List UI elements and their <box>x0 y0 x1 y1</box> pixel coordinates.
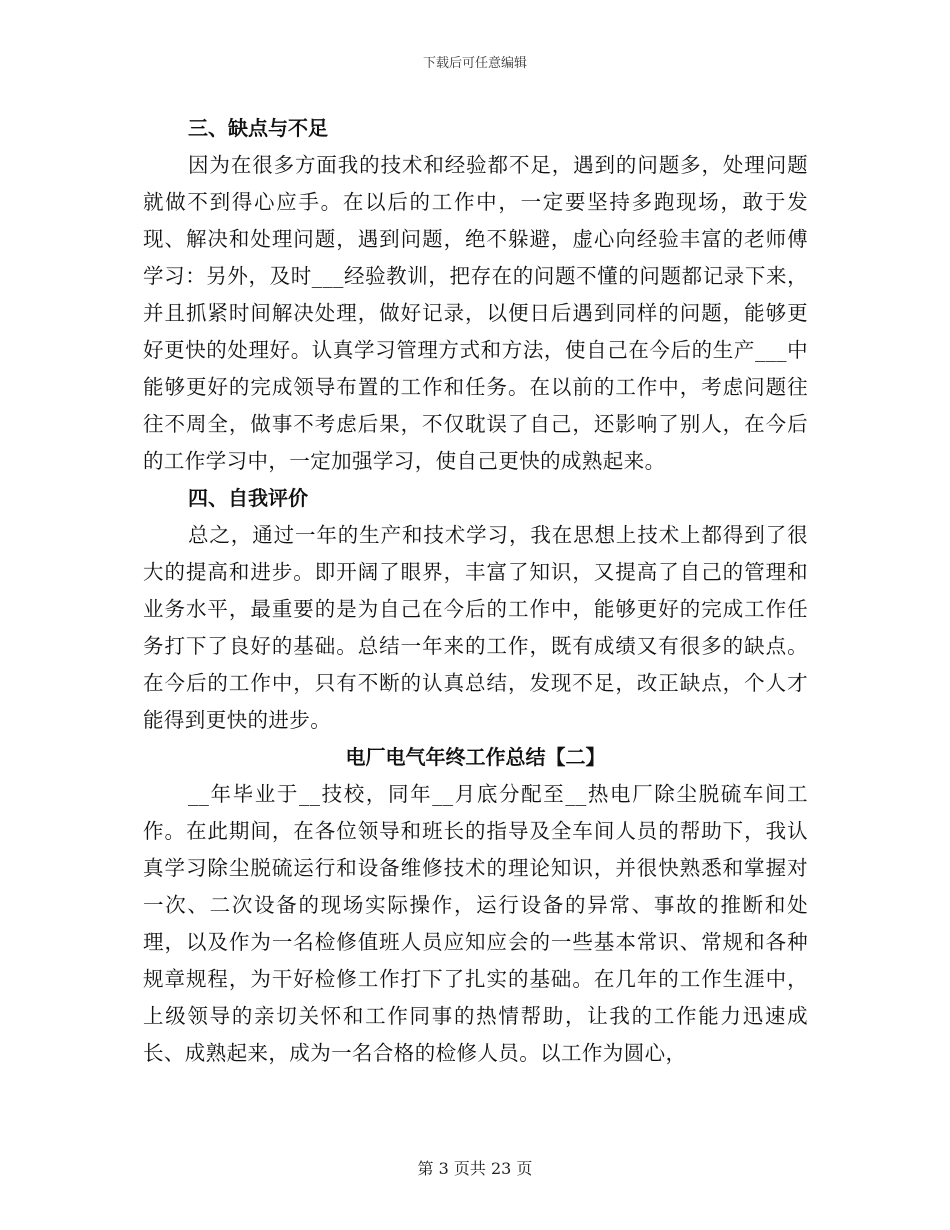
part-two-title: 电厂电气年终工作总结【二】 <box>345 745 606 769</box>
document-body <box>143 110 808 1072</box>
section-heading-self-evaluation: 四、自我评价 <box>188 486 308 510</box>
part-two-body: __年毕业于__技校，同年__月底分配至__热电厂除尘脱硫车间工作。在此期间，在各位领导和班长的指导及全车间人员的帮助下，我认真学习除尘脱硫运行和设备维修技术的理论知识，并很快熟悉和掌握对一次、二次设备的现场实际操作，运行设备的异常、事故的推断和处理，以及作为一名检修值班人员应知应会的一些基本常识、常规和各种规章规程，为干好检修工作打下了扎实的基础。在几年的工作生涯中，上级领导的亲切关怀和工作同事的热情帮助，让我的工作能力迅速成长、成熟起来，成为一名合格的检修人员。以工作为圆心， <box>143 782 808 1065</box>
section-body-self-evaluation: 总之，通过一年的生产和技术学习，我在思想上技术上都得到了很大的提高和进步。即开阔了眼界，丰富了知识，又提高了自己的管理和业务水平，最重要的是为自己在今后的工作中，能够更好的完成工作任务打下了良好的基础。总结一年来的工作，既有成绩又有很多的缺点。在今后的工作中，只有不断的认真总结，发现不足，改正缺点，个人才能得到更快的进步。 <box>143 523 808 732</box>
section-body-shortcomings: 因为在很多方面我的技术和经验都不足，遇到的问题多，处理问题就做不到得心应手。在以后的工作中，一定要坚持多跑现场，敢于发现、解决和处理问题，遇到问题，绝不躲避，虚心向经验丰富的老师傅学习：另外，及时___经验教训，把存在的问题不懂的问题都记录下来，并且抓紧时间解决处理，做好记录，以便日后遇到同样的问题，能够更好更快的处理好。认真学习管理方式和方法，使自己在今后的生产___中能够更好的完成领导布置的工作和任务。在以前的工作中，考虑问题往往不周全，做事不考虑后果，不仅耽误了自己，还影响了别人，在今后的工作学习中，一定加强学习，使自己更快的成熟起来。 <box>143 153 808 473</box>
section-heading-shortcomings: 三、缺点与不足 <box>188 116 328 140</box>
page-number-footer: 第 3 页共 23 页 <box>417 1159 533 1178</box>
page-header: 下载后可任意编辑 <box>422 56 527 71</box>
